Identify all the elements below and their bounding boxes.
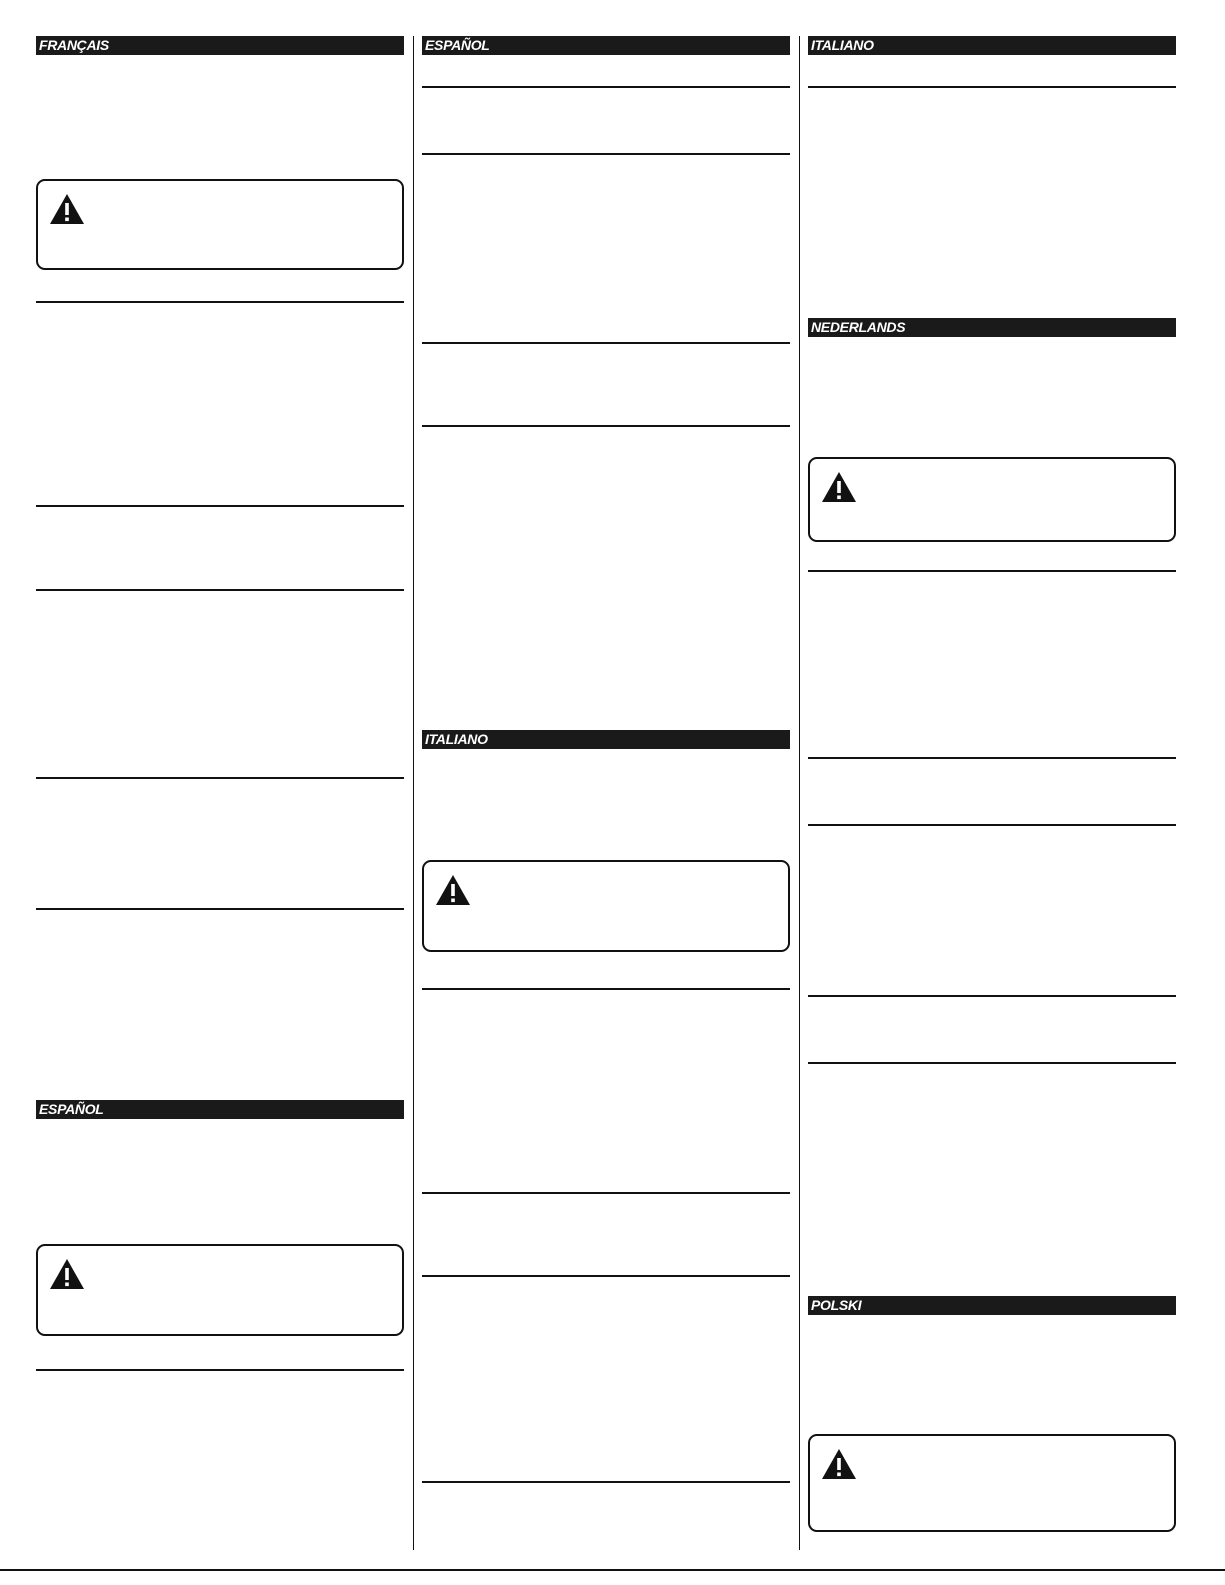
warning-box-nederlands bbox=[808, 457, 1176, 542]
warning-triangle-icon bbox=[49, 193, 85, 225]
rule bbox=[422, 1275, 790, 1277]
rule bbox=[36, 589, 404, 591]
section-bar-espanol: ESPAÑOL bbox=[36, 1100, 404, 1119]
rule bbox=[36, 908, 404, 910]
rule bbox=[808, 995, 1176, 997]
warning-box-polski bbox=[808, 1434, 1176, 1532]
warning-triangle-icon bbox=[49, 1258, 85, 1290]
warning-triangle-icon bbox=[821, 1448, 857, 1480]
rule bbox=[422, 425, 790, 427]
rule bbox=[36, 1369, 404, 1371]
section-bar-espanol: ESPAÑOL bbox=[422, 36, 790, 55]
rule bbox=[808, 570, 1176, 572]
rule bbox=[422, 86, 790, 88]
rule bbox=[808, 757, 1176, 759]
warning-triangle-icon bbox=[435, 874, 471, 906]
rule bbox=[422, 1192, 790, 1194]
rule bbox=[808, 86, 1176, 88]
section-bar-italiano: ITALIANO bbox=[808, 36, 1176, 55]
warning-triangle-icon bbox=[821, 471, 857, 503]
column-1 bbox=[0, 0, 412, 1585]
section-bar-polski: POLSKI bbox=[808, 1296, 1176, 1315]
page-bottom-rule bbox=[0, 1569, 1225, 1571]
rule bbox=[36, 301, 404, 303]
rule bbox=[422, 1481, 790, 1483]
rule bbox=[36, 505, 404, 507]
rule bbox=[422, 153, 790, 155]
section-bar-italiano: ITALIANO bbox=[422, 730, 790, 749]
rule bbox=[808, 824, 1176, 826]
rule bbox=[422, 988, 790, 990]
rule bbox=[36, 777, 404, 779]
column-2 bbox=[414, 0, 799, 1585]
section-bar-francais: FRANÇAIS bbox=[36, 36, 404, 55]
warning-box-espanol bbox=[36, 1244, 404, 1336]
section-bar-nederlands: NEDERLANDS bbox=[808, 318, 1176, 337]
rule bbox=[808, 1062, 1176, 1064]
warning-box-italiano bbox=[422, 860, 790, 952]
rule bbox=[422, 342, 790, 344]
warning-box-francais bbox=[36, 179, 404, 270]
column-3 bbox=[800, 0, 1225, 1585]
